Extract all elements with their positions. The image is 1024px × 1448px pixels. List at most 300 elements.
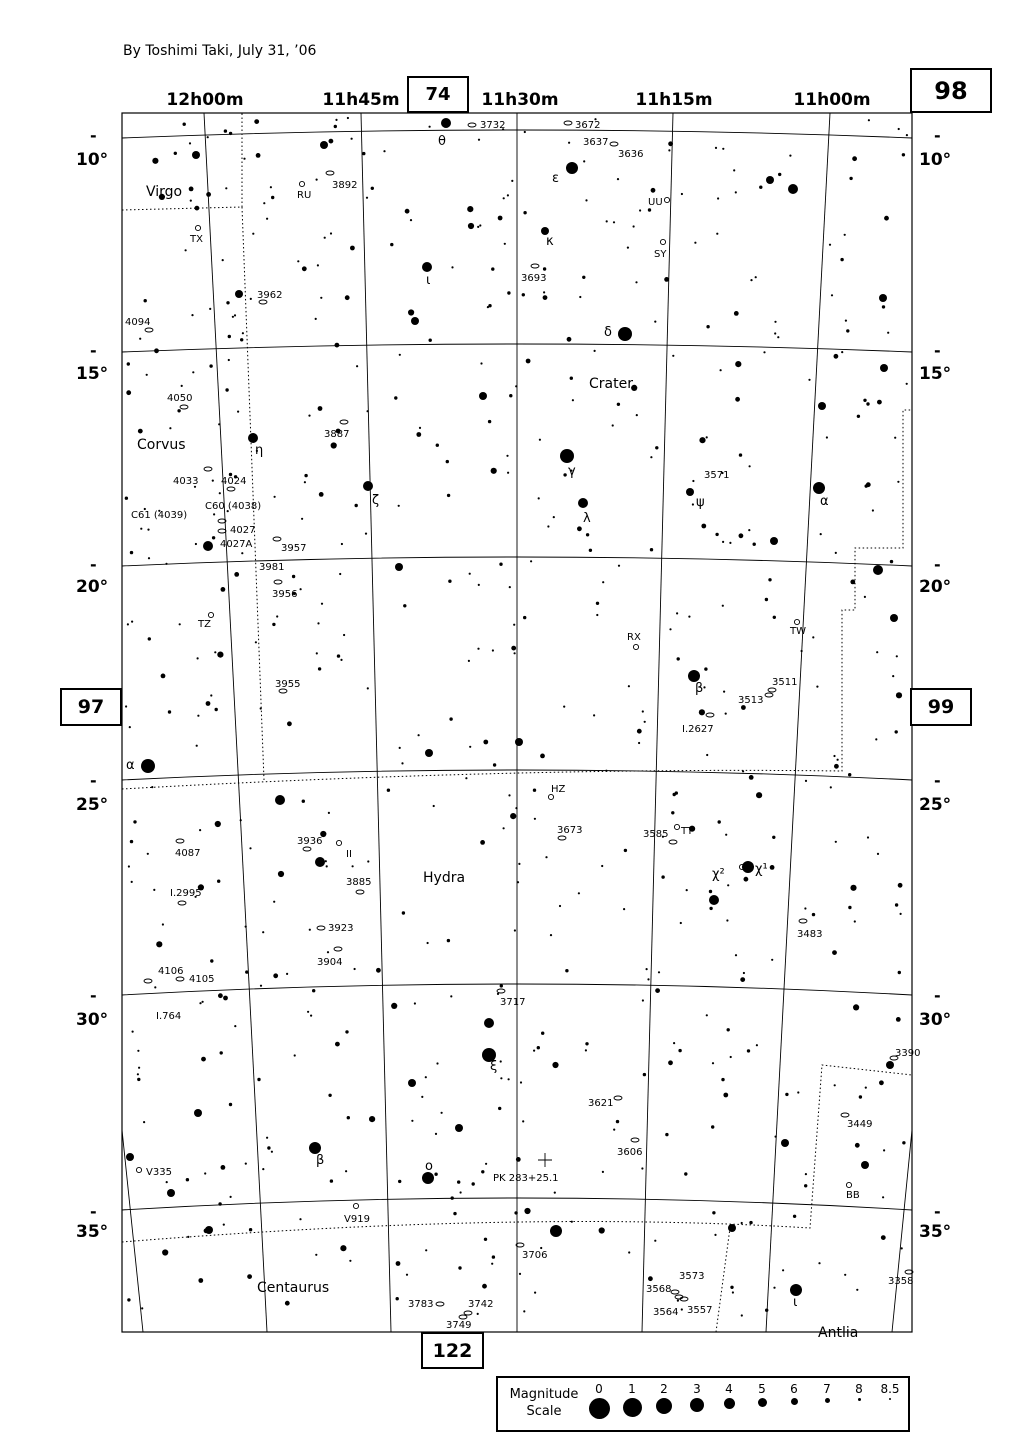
star (262, 931, 264, 933)
star (861, 1161, 869, 1169)
star (168, 710, 171, 713)
star (735, 361, 741, 367)
star (514, 1211, 517, 1214)
star (793, 1215, 796, 1218)
star (883, 1149, 885, 1151)
star (166, 1181, 168, 1183)
star (857, 415, 860, 418)
star (902, 153, 905, 156)
var-label-uu: UU (648, 197, 663, 208)
star (153, 889, 155, 891)
star (315, 857, 325, 867)
star (894, 437, 896, 439)
star (834, 354, 839, 359)
star (312, 989, 315, 992)
star (829, 244, 831, 246)
star (734, 311, 739, 316)
star (203, 541, 213, 551)
star (201, 1057, 206, 1062)
dso-label: I.2627 (682, 724, 714, 735)
star (694, 242, 696, 244)
star (872, 509, 874, 511)
mag-7: 7 (813, 1382, 841, 1403)
constellation-centaurus: Centaurus (257, 1280, 330, 1296)
star (500, 984, 503, 987)
star-label-psi: ψ (696, 495, 705, 510)
star (241, 552, 243, 554)
star (618, 327, 632, 341)
star (245, 970, 248, 973)
star (250, 298, 252, 300)
star (729, 542, 731, 544)
star (773, 616, 776, 619)
star (503, 197, 505, 199)
star (668, 1060, 673, 1065)
star (563, 706, 565, 708)
star (252, 233, 254, 235)
star (257, 1078, 260, 1081)
dso-label: I.2995 (170, 888, 202, 899)
star (491, 468, 497, 474)
star (408, 309, 414, 315)
star (508, 794, 510, 796)
star (643, 1073, 646, 1076)
star (865, 1087, 867, 1089)
galaxy-marker (356, 890, 364, 894)
constellation-hydra: Hydra (423, 870, 466, 886)
adjacent-page-left[interactable]: 97 (60, 688, 122, 726)
star (840, 258, 843, 261)
mag-1: 1 (618, 1382, 646, 1417)
star-label-eta: η (255, 443, 264, 458)
star-label-beta-hydra: β (316, 1153, 325, 1168)
star (274, 496, 276, 498)
star (350, 246, 355, 251)
star (347, 1116, 350, 1119)
star (534, 818, 536, 820)
star (524, 131, 526, 133)
star (596, 614, 598, 616)
star (335, 119, 337, 121)
variable-star-marker (794, 619, 799, 624)
star (612, 424, 614, 426)
star (676, 612, 678, 614)
star (756, 792, 762, 798)
star (240, 819, 242, 821)
star (722, 605, 724, 607)
star (272, 623, 275, 626)
star (139, 338, 141, 340)
star (813, 482, 825, 494)
star (890, 560, 893, 563)
star (394, 396, 397, 399)
deep-sky-objects (136, 121, 913, 1319)
star (266, 218, 268, 220)
star (248, 433, 258, 443)
star (701, 524, 706, 529)
variable-star-marker (846, 1182, 851, 1187)
star (753, 543, 756, 546)
star (606, 220, 608, 222)
star (513, 624, 515, 626)
variable-star-marker (336, 840, 341, 845)
star (845, 320, 847, 322)
dso-label: 4094 (125, 317, 151, 328)
star (706, 754, 708, 756)
star (278, 871, 284, 877)
star (873, 565, 883, 575)
star (435, 1133, 437, 1135)
star (722, 541, 724, 543)
mag-4: 4 (715, 1382, 743, 1409)
galaxy-marker (464, 1311, 472, 1315)
star (732, 1228, 734, 1230)
star (273, 901, 275, 903)
star (162, 1249, 168, 1255)
dso-label: 3564 (653, 1307, 679, 1318)
dso-label: 3717 (500, 997, 526, 1008)
star (523, 211, 526, 214)
star (477, 648, 479, 650)
star (197, 715, 199, 717)
star (328, 812, 330, 814)
star (419, 427, 421, 429)
star (628, 1251, 630, 1253)
star (294, 1054, 296, 1056)
star (310, 1015, 312, 1017)
star (877, 853, 879, 855)
star (688, 616, 690, 618)
dso-label: 3513 (738, 695, 764, 706)
star (540, 754, 545, 759)
star (677, 657, 680, 660)
star (520, 1081, 522, 1083)
star (765, 1309, 768, 1312)
star (550, 934, 552, 936)
variable-star-marker (208, 612, 213, 617)
star (345, 1030, 348, 1033)
galaxy-marker (610, 142, 618, 146)
variable-star-marker (633, 644, 638, 649)
dec-label-10: 10° (76, 150, 109, 170)
star (509, 394, 512, 397)
star (510, 813, 516, 819)
star (543, 267, 546, 270)
star (194, 1109, 202, 1117)
dso-label: 3621 (588, 1098, 614, 1109)
star (538, 497, 540, 499)
dso-label: 3449 (847, 1119, 873, 1130)
star (229, 132, 232, 135)
star (543, 295, 548, 300)
star (856, 1289, 858, 1291)
star (418, 734, 420, 736)
star (722, 148, 724, 150)
star (706, 1014, 708, 1016)
star (777, 336, 779, 338)
star (483, 740, 488, 745)
dso-label: 3706 (522, 1250, 548, 1261)
star (299, 1218, 301, 1220)
star (727, 1028, 730, 1031)
star (260, 707, 262, 709)
star (234, 1025, 236, 1027)
star-label-theta: θ (438, 134, 446, 149)
star (316, 652, 318, 654)
star (143, 1121, 145, 1123)
star (816, 686, 818, 688)
dso-label: C60 (4038) (205, 501, 262, 512)
galaxy-marker (303, 847, 311, 851)
star (808, 379, 810, 381)
star (709, 895, 719, 905)
star (484, 1238, 487, 1241)
dso-label: 3904 (317, 957, 343, 968)
star (844, 234, 846, 236)
star (774, 321, 776, 323)
star (402, 911, 405, 914)
star-label-alpha-crater: α (820, 494, 829, 509)
star (179, 623, 181, 625)
star (127, 1298, 130, 1301)
adjacent-page-bottom[interactable]: 122 (421, 1332, 484, 1369)
dso-label: 3571 (704, 470, 730, 481)
star (480, 362, 482, 364)
star (125, 705, 127, 707)
star (818, 1262, 820, 1264)
star (425, 1249, 427, 1251)
star (881, 1235, 886, 1240)
star (341, 543, 343, 545)
star (605, 770, 607, 772)
planetary-nebula-marker (538, 1153, 552, 1167)
star (509, 586, 511, 588)
star (225, 388, 228, 391)
star (267, 1146, 270, 1149)
star (256, 153, 261, 158)
star (365, 533, 367, 535)
star (550, 1225, 562, 1237)
adjacent-page-right[interactable]: 99 (910, 688, 972, 726)
star (849, 177, 852, 180)
star-label-chi1: χ¹ (755, 862, 768, 877)
star (524, 1208, 530, 1214)
galaxy-marker (768, 688, 776, 692)
star (602, 1171, 604, 1173)
star (441, 118, 451, 128)
star-label-beta-crater: β (695, 681, 704, 696)
star (739, 533, 744, 538)
star (318, 406, 323, 411)
star (213, 513, 215, 515)
adjacent-page-top[interactable]: 74 (407, 76, 469, 113)
star (812, 913, 815, 916)
star (376, 968, 381, 973)
star (327, 951, 329, 953)
star (804, 1184, 807, 1187)
star (835, 841, 837, 843)
star (429, 339, 432, 342)
ra-label-11h45m: 11h45m (322, 90, 400, 110)
star (204, 1172, 206, 1174)
star (307, 1011, 309, 1013)
dso-label: 3732 (480, 120, 506, 131)
star (204, 1228, 209, 1233)
star (788, 184, 798, 194)
star (636, 414, 638, 416)
adjacent-page-top-right[interactable]: 98 (910, 68, 992, 113)
star (197, 657, 199, 659)
variable-star-marker (674, 824, 679, 829)
star (263, 202, 265, 204)
star (229, 1103, 232, 1106)
star (771, 959, 773, 961)
galaxy-marker (326, 171, 334, 175)
galaxy-marker (841, 1113, 849, 1117)
star (276, 615, 278, 617)
dso-label: 3693 (521, 273, 547, 284)
star (837, 759, 839, 761)
star (330, 232, 332, 234)
star (460, 1191, 462, 1193)
ra-label-11h30m: 11h30m (481, 90, 559, 110)
star (484, 395, 486, 397)
star (727, 884, 729, 886)
star (887, 332, 889, 334)
var-label-hz: HZ (551, 784, 566, 795)
star (247, 1274, 252, 1279)
galaxy-marker (765, 693, 773, 697)
star (715, 147, 717, 149)
var-label-v335: V335 (146, 1167, 172, 1178)
star (571, 1221, 573, 1223)
dso-label: PK 283+25.1 (493, 1173, 559, 1184)
star (488, 420, 491, 423)
var-label-bb: BB (846, 1190, 860, 1201)
dso-label: 3956 (272, 589, 298, 600)
star (853, 1004, 859, 1010)
star (340, 1245, 346, 1251)
galaxy-marker (176, 977, 184, 981)
star (202, 1001, 204, 1003)
star (186, 1178, 189, 1181)
star (367, 687, 369, 689)
star-label-gamma: γ (568, 464, 576, 479)
star (126, 1153, 134, 1161)
star (879, 294, 887, 302)
star (325, 860, 327, 862)
star (395, 563, 403, 571)
star (706, 325, 709, 328)
star (900, 913, 902, 915)
star (209, 308, 211, 310)
magnitude-scale-title: Magnitude Scale (509, 1387, 579, 1419)
star-label-delta: δ (604, 325, 612, 340)
star (756, 1044, 758, 1046)
star (308, 415, 310, 417)
star (498, 1107, 501, 1110)
star-label-iota-antlia: ι (793, 1295, 798, 1310)
star (876, 651, 878, 653)
dso-label: 3783 (408, 1299, 434, 1310)
star (285, 1301, 290, 1306)
star (218, 993, 223, 998)
star (706, 436, 708, 438)
star (507, 194, 509, 196)
star (744, 877, 749, 882)
star (518, 863, 520, 865)
star (533, 789, 536, 792)
star (144, 299, 147, 302)
star (721, 1078, 724, 1081)
star (130, 551, 133, 554)
star (334, 125, 337, 128)
star (579, 296, 581, 298)
star (209, 364, 212, 367)
star (896, 692, 902, 698)
star (714, 1234, 716, 1236)
star (673, 1042, 675, 1044)
star (692, 503, 694, 505)
star (906, 383, 908, 385)
star (137, 1073, 139, 1075)
star (896, 655, 898, 657)
dso-label: 3483 (797, 929, 823, 940)
star (772, 836, 775, 839)
star (411, 317, 419, 325)
dso-label: 4050 (167, 393, 193, 404)
star (747, 1049, 750, 1052)
star (398, 1180, 401, 1183)
star (782, 1269, 784, 1271)
star (770, 537, 778, 545)
star (199, 829, 201, 831)
mag-0: 0 (585, 1382, 613, 1419)
star (680, 922, 682, 924)
star (613, 1129, 615, 1131)
star (492, 649, 494, 651)
star (728, 1224, 736, 1232)
dso-label: 3742 (468, 1299, 494, 1310)
star (650, 548, 653, 551)
constellation-antlia: Antlia (818, 1325, 859, 1341)
star-label-zeta: ζ (372, 493, 380, 508)
star (151, 786, 153, 788)
star (681, 193, 683, 195)
star (340, 659, 342, 661)
star (577, 526, 582, 531)
star (658, 971, 660, 973)
star (750, 279, 752, 281)
star (499, 563, 502, 566)
star (369, 1116, 375, 1122)
star (335, 1042, 340, 1047)
star (884, 216, 889, 221)
star (500, 1077, 502, 1079)
star (711, 1125, 714, 1128)
star (618, 565, 620, 567)
star (848, 773, 851, 776)
star (300, 588, 302, 590)
star (646, 968, 648, 970)
star (723, 691, 725, 693)
star (318, 667, 321, 670)
star (302, 800, 305, 803)
variable-star-marker (299, 181, 304, 186)
star (585, 1042, 588, 1045)
star-label-lambda: λ (583, 511, 591, 526)
galaxy-marker (706, 713, 714, 717)
